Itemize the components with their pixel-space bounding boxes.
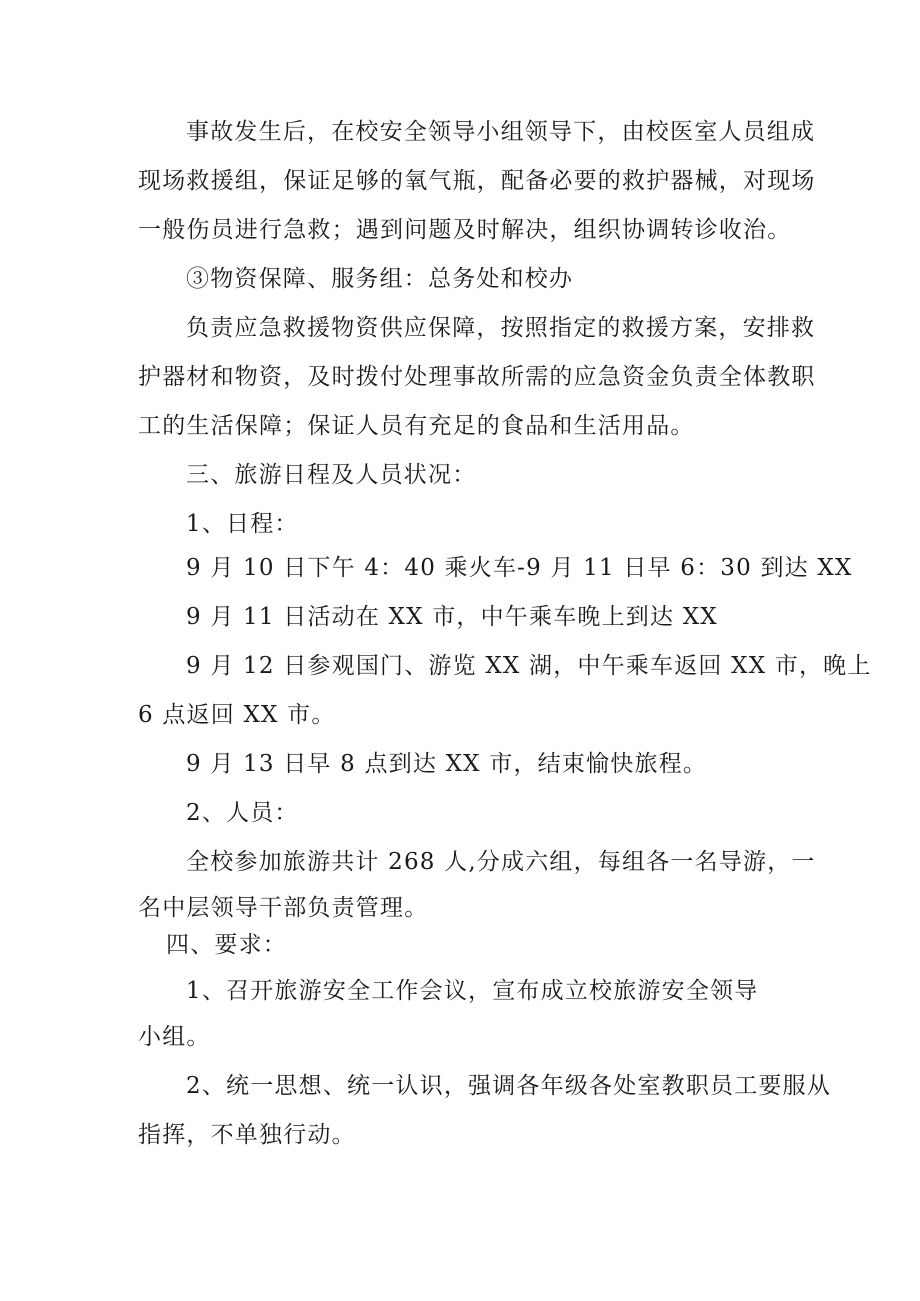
- paragraph-supply-line-1: 负责应急救援物资供应保障，按照指定的救援方案，安排救: [186, 315, 816, 341]
- requirement-1-line-2: 小组。: [138, 1024, 211, 1050]
- paragraph-personnel-line-1: 全校参加旅游共计 268 人,分成六组，每组各一名导游，一: [186, 849, 816, 875]
- paragraph-supply-line-2: 护器材和物资，及时拨付处理事故所需的应急资金负责全体教职: [138, 364, 816, 390]
- requirement-2-line-1: 2、统一思想、统一认识，强调各年级各处室教职员工要服从: [186, 1073, 832, 1099]
- schedule-item-sep-12-line-1: 9 月 12 日参观国门、游览 XX 湖，中午乘车返回 XX 市，晚上: [186, 653, 872, 679]
- paragraph-supply-line-3: 工的生活保障；保证人员有充足的食品和生活用品。: [138, 413, 695, 439]
- section-heading-schedule-personnel: 三、旅游日程及人员状况：: [186, 462, 477, 488]
- schedule-item-sep-11: 9 月 11 日活动在 XX 市，中午乘车晚上到达 XX: [186, 604, 718, 630]
- requirement-1-line-1: 1、召开旅游安全工作会议，宣布成立校旅游安全领导: [186, 978, 759, 1004]
- section-heading-requirements: 四、要求：: [166, 932, 287, 958]
- paragraph-personnel-line-2: 名中层领导干部负责管理。: [138, 895, 429, 921]
- schedule-item-sep-12-line-2: 6 点返回 XX 市。: [138, 702, 336, 728]
- subheading-schedule: 1、日程：: [186, 511, 299, 537]
- requirement-2-line-2: 指挥，不单独行动。: [138, 1122, 356, 1148]
- subheading-supply-service-group: ③物资保障、服务组：总务处和校办: [186, 266, 574, 292]
- subheading-personnel: 2、人员：: [186, 800, 299, 826]
- schedule-item-sep-13: 9 月 13 日早 8 点到达 XX 市，结束愉快旅程。: [186, 751, 708, 777]
- schedule-item-sep-10: 9 月 10 日下午 4：40 乘火车-9 月 11 日早 6：30 到达 XX: [186, 555, 853, 581]
- paragraph-rescue-line-3: 一般伤员进行急救；遇到问题及时解决，组织协调转诊收治。: [138, 217, 792, 243]
- paragraph-rescue-line-2: 现场救援组，保证足够的氧气瓶，配备必要的救护器械，对现场: [138, 168, 816, 194]
- paragraph-rescue-line-1: 事故发生后，在校安全领导小组领导下，由校医室人员组成: [186, 119, 816, 145]
